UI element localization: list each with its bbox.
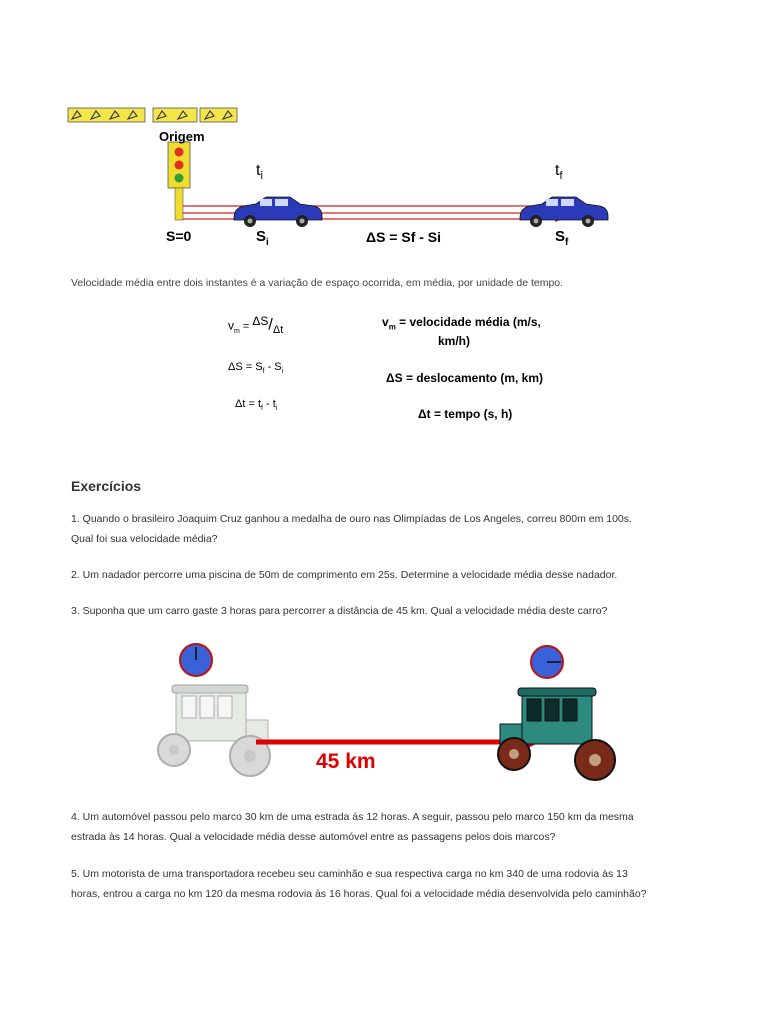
definition-text: Velocidade média entre dois instantes é a variação de espaço ocorrida, em média, por unidade de tempo. — [71, 277, 564, 289]
formula-delta-t: $\Delta t = t_f - t_i$ — [235, 398, 278, 413]
exercise-5: 5. Um motorista de uma transportadora recebeu seu caminhão e sua respectiva carga no km 340 de uma rodovia às 13 horas, entrou a carga no km 120 da mesma rodovia às 16 horas. Qual foi a velocidade média desenvolvida pelo caminhão? — [71, 868, 647, 900]
distance-label: 45 km — [316, 750, 376, 773]
sf-label: $S_f$ — [555, 228, 569, 248]
exercise-2: 2. Um nadador percorre uma piscina de 50m de comprimento em 25s. Determine a velocidade média desse nadador. — [71, 569, 618, 581]
flag-strip-icon — [68, 108, 237, 122]
s0-label: S=0 — [166, 228, 192, 244]
origin-label: Origem — [159, 129, 205, 144]
ti-label: $t_i$ — [256, 162, 263, 183]
legend-vm: $v_m$ = velocidade média (m/s, — [382, 315, 541, 332]
exercises-heading: Exercícios — [71, 478, 142, 494]
legend-delta-t: Δt = tempo (s, h) — [418, 407, 513, 421]
exercise-1: 1. Quando o brasileiro Joaquim Cruz ganhou a medalha de ouro nas Olimpíadas de Los Angeles, correu 800m em 100s. Qual foi sua velocidade média? — [71, 513, 632, 545]
old-car-gray-icon — [158, 685, 270, 776]
clock-end-icon — [531, 646, 563, 678]
car-initial-icon — [234, 197, 322, 227]
tf-label: $t_f$ — [555, 162, 563, 183]
traffic-light-icon — [168, 142, 190, 220]
si-label: $S_i$ — [256, 228, 269, 248]
old-car-green-icon — [498, 688, 615, 780]
exercise-4: 4. Um automóvel passou pelo marco 30 km de uma estrada ás 12 horas. A seguir, passou pelo marco 150 km da mesma estrada às 14 horas. Qual a velocidade média desse automóvel entre as passagens pelos dois marcos? — [71, 811, 634, 843]
car-final-icon — [520, 197, 608, 227]
exercise-3: 3. Suponha que um carro gaste 3 horas para percorrer a distância de 45 km. Qual a velocidade média deste carro? — [71, 605, 608, 617]
legend-vm-unit: km/h) — [438, 334, 471, 348]
formula-delta-s: $\Delta S = S_f - S_i$ — [228, 361, 284, 376]
legend-delta-s: ΔS = deslocamento (m, km) — [386, 371, 544, 385]
cars-diagram — [140, 638, 630, 788]
motion-diagram — [60, 100, 640, 260]
formula-vm: $v_m = ^{\Delta S}/_{\Delta t}$ — [228, 314, 284, 336]
clock-start-icon — [180, 644, 212, 676]
delta-s-equation: ΔS = Sf - Si — [366, 229, 442, 245]
